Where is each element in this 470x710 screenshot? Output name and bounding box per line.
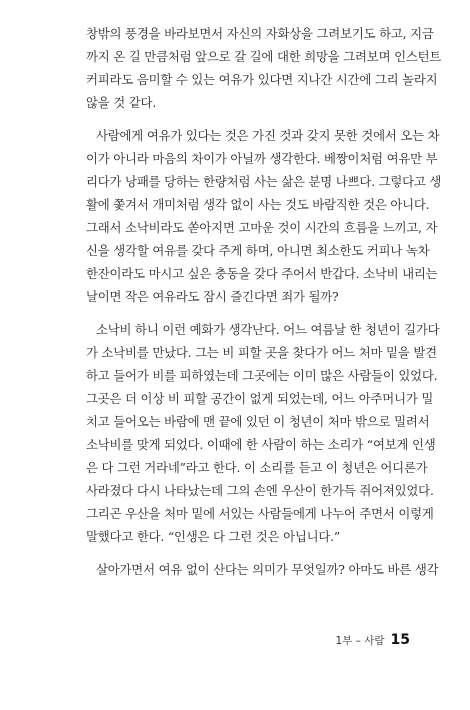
paragraph-3 [86, 318, 440, 548]
page-number: 15 [390, 632, 410, 648]
text-line: 살아가면서 여유 없이 산다는 의미가 무엇일까? 아마도 바른 생각 [96, 562, 439, 577]
paragraph-4 [86, 558, 439, 581]
text-line: 커피라도 음미할 수 있는 여유가 있다면 지나간 시간에 그리 놀라지 [86, 72, 438, 87]
text-line: 날이면 작은 여유라도 잠시 즐긴다면 죄가 될까? [86, 289, 339, 304]
text-line: 가 소낙비를 만났다. 그는 비 피할 곳을 찾다가 어느 처마 밑을 발견 [86, 345, 437, 360]
text-line: 소낙비 하니 이런 예화가 생각난다. 어느 여름날 한 청년이 길가다 [96, 322, 440, 337]
paragraph-2 [86, 124, 442, 308]
text-line: 사람에게 여유가 있다는 것은 가진 것과 갖지 못한 것에서 오는 차 [96, 128, 440, 143]
text-line: 말했다고 한다. “인생은 다 그런 것은 아닙니다.” [86, 529, 341, 544]
text-line: 은 다 그런 거라네”라고 한다. 이 소리를 듣고 이 청년은 어디론가 [86, 460, 428, 475]
body-text [86, 22, 442, 591]
text-line: 그래서 소낙비라도 쏟아지면 고마운 것이 시간의 흐름을 느끼고, 자 [86, 220, 438, 235]
paragraph-1 [86, 22, 442, 114]
text-line: 그리곤 우산을 처마 밑에 서있는 사람들에게 나누어 주면서 이렇게 [86, 506, 434, 521]
text-line: 한잔이라도 마시고 싶은 충동을 갖다 주어서 반갑다. 소낙비 내리는 [86, 266, 438, 281]
text-line: 치고 들어오는 바람에 맨 끝에 있던 이 청년이 처마 밖으로 밀려서 [86, 414, 430, 429]
page-footer [300, 632, 410, 652]
text-line: 사라졌다 다시 나타났는데 그의 손엔 우산이 한가득 쥐어져있었다. [86, 483, 434, 498]
text-line: 신을 생각할 여유를 갖다 주게 하며, 아니면 최소한도 커피나 녹차 [86, 243, 430, 258]
running-head: 1부 – 사람 [335, 635, 385, 647]
text-line: 창밖의 풍경을 바라보면서 자신의 자화상을 그려보기도 하고, 지금 [86, 26, 434, 41]
text-line: 않을 것 같다. [86, 95, 157, 110]
text-line: 소낙비를 맞게 되었다. 이때에 한 사람이 하는 소리가 “여보게 인생 [86, 437, 436, 452]
text-line: 하고 들어가 비를 피하였는데 그곳에는 이미 많은 사람들이 있었다. [86, 368, 438, 383]
text-line: 까지 온 길 만큼처럼 앞으로 갈 길에 대한 희망을 그려보며 인스턴트 [86, 49, 442, 64]
text-line: 그곳은 더 이상 비 피할 공간이 없게 되었는데, 어느 아주머니가 밀 [86, 391, 434, 406]
text-line: 리다가 낭패를 당하는 한량처럼 사는 삶은 분명 나쁘다. 그렇다고 생 [86, 174, 442, 189]
text-line: 이가 아니라 마음의 차이가 아닐까 생각한다. 베짱이처럼 여유만 부 [86, 151, 438, 166]
text-line: 활에 쫓겨서 개미처럼 생각 없이 사는 것도 바람직한 것은 아니다. [86, 197, 430, 212]
